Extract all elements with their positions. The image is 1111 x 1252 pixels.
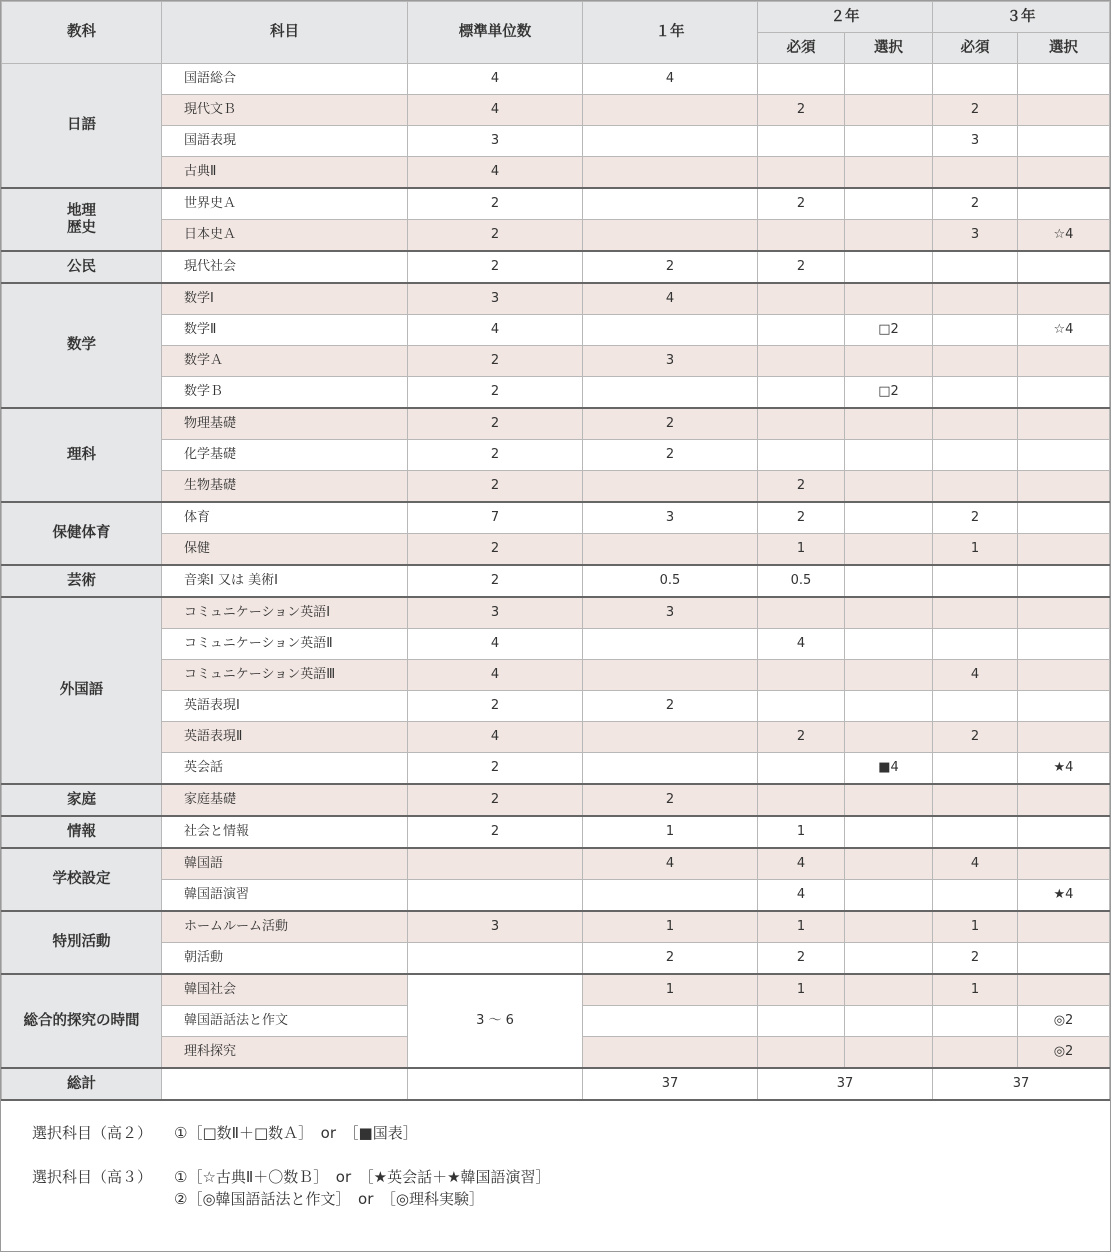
year3-required-cell — [933, 157, 1018, 189]
subject-cell: 化学基礎 — [162, 440, 408, 471]
year2-elective-cell — [845, 1037, 933, 1069]
category-civics: 公民 — [2, 251, 162, 283]
year2-elective-cell: □2 — [845, 377, 933, 409]
curriculum-table — [1, 1, 1110, 1101]
units-cell — [408, 880, 583, 912]
year2-required-cell: 2 — [758, 188, 845, 220]
year1-cell — [583, 880, 758, 912]
total-year1-cell: 37 — [583, 1068, 758, 1100]
category-arts: 芸術 — [2, 565, 162, 597]
year3-required-cell — [933, 440, 1018, 471]
year3-elective-cell: ◎2 — [1018, 1037, 1110, 1069]
year3-required-cell — [933, 1006, 1018, 1037]
year3-elective-cell — [1018, 157, 1110, 189]
year3-required-cell — [933, 64, 1018, 95]
year2-required-cell — [758, 784, 845, 816]
subject-cell: 古典Ⅱ — [162, 157, 408, 189]
year1-cell — [583, 753, 758, 785]
year3-elective-cell — [1018, 943, 1110, 975]
year1-cell: 2 — [583, 784, 758, 816]
units-cell: 2 — [408, 377, 583, 409]
subject-cell: コミュニケーション英語Ⅱ — [162, 629, 408, 660]
subject-cell: 体育 — [162, 502, 408, 534]
year2-elective-cell — [845, 629, 933, 660]
year2-required-cell — [758, 346, 845, 377]
units-cell: 3 — [408, 597, 583, 629]
year2-elective-cell — [845, 157, 933, 189]
header-year3: ３年 — [933, 2, 1110, 33]
category-geography-history: 地理 歴史 — [2, 188, 162, 251]
year3-required-cell — [933, 1037, 1018, 1069]
subject-cell: 国語表現 — [162, 126, 408, 157]
units-cell: 2 — [408, 220, 583, 252]
year2-required-cell — [758, 597, 845, 629]
year3-required-cell — [933, 251, 1018, 283]
units-cell: 3 — [408, 126, 583, 157]
year1-cell: 1 — [583, 974, 758, 1006]
year3-elective-cell: ★4 — [1018, 753, 1110, 785]
subject-cell: 現代社会 — [162, 251, 408, 283]
year3-required-cell — [933, 691, 1018, 722]
year3-elective-cell — [1018, 95, 1110, 126]
subject-cell: 物理基礎 — [162, 408, 408, 440]
grade3-elective-option-1: ①［☆古典Ⅱ＋〇数Ｂ］ or ［★英会話＋★韓国語演習］ — [174, 1168, 551, 1186]
subject-cell: 朝活動 — [162, 943, 408, 975]
year1-cell — [583, 95, 758, 126]
year2-required-cell: 1 — [758, 534, 845, 566]
grade3-elective-option-2: ②［◎韓国語話法と作文］ or ［◎理科実験］ — [174, 1190, 484, 1208]
year2-elective-cell — [845, 722, 933, 753]
year3-elective-cell — [1018, 346, 1110, 377]
year2-required-cell: 2 — [758, 722, 845, 753]
year2-required-cell: 1 — [758, 816, 845, 848]
year3-required-cell: 2 — [933, 722, 1018, 753]
header-units: 標準単位数 — [408, 2, 583, 64]
year1-cell — [583, 220, 758, 252]
year2-required-cell: 4 — [758, 880, 845, 912]
year3-elective-cell — [1018, 188, 1110, 220]
year1-cell — [583, 471, 758, 503]
year1-cell: 2 — [583, 440, 758, 471]
header-year2: ２年 — [758, 2, 933, 33]
year3-elective-cell: ◎2 — [1018, 1006, 1110, 1037]
elective-notes — [32, 1122, 551, 1210]
category-health-pe: 保健体育 — [2, 502, 162, 565]
year2-required-cell: 2 — [758, 95, 845, 126]
year1-cell: 3 — [583, 597, 758, 629]
category-information: 情報 — [2, 816, 162, 848]
year3-required-cell — [933, 565, 1018, 597]
year3-required-cell: 4 — [933, 848, 1018, 880]
year3-elective-cell — [1018, 126, 1110, 157]
units-cell: 2 — [408, 346, 583, 377]
subject-cell: 英会話 — [162, 753, 408, 785]
year2-elective-cell — [845, 534, 933, 566]
year3-required-cell — [933, 880, 1018, 912]
units-cell: 4 — [408, 315, 583, 346]
year3-required-cell — [933, 377, 1018, 409]
year3-required-cell: 2 — [933, 95, 1018, 126]
year1-cell: 4 — [583, 64, 758, 95]
year1-cell: 0.5 — [583, 565, 758, 597]
year2-elective-cell — [845, 188, 933, 220]
year1-cell — [583, 188, 758, 220]
subject-cell: 家庭基礎 — [162, 784, 408, 816]
subject-cell: 韓国社会 — [162, 974, 408, 1006]
units-cell: 7 — [408, 502, 583, 534]
year2-required-cell — [758, 315, 845, 346]
year3-required-cell: 4 — [933, 660, 1018, 691]
units-cell: 2 — [408, 188, 583, 220]
units-cell: 4 — [408, 95, 583, 126]
year1-cell — [583, 157, 758, 189]
year3-elective-cell — [1018, 377, 1110, 409]
year2-elective-cell — [845, 1006, 933, 1037]
year3-required-cell — [933, 408, 1018, 440]
grade3-elective-note — [32, 1166, 551, 1210]
year2-elective-cell — [845, 911, 933, 943]
year2-elective-cell — [845, 816, 933, 848]
year2-required-cell: 2 — [758, 471, 845, 503]
year3-required-cell — [933, 471, 1018, 503]
units-cell: 2 — [408, 534, 583, 566]
year2-elective-cell — [845, 848, 933, 880]
total-year2-cell: 37 — [758, 1068, 933, 1100]
units-cell: 4 — [408, 157, 583, 189]
year3-elective-cell — [1018, 974, 1110, 1006]
year2-elective-cell — [845, 346, 933, 377]
units-cell: 3 — [408, 283, 583, 315]
year3-elective-cell — [1018, 629, 1110, 660]
units-cell: 2 — [408, 784, 583, 816]
units-cell: 4 — [408, 64, 583, 95]
year2-elective-cell — [845, 974, 933, 1006]
units-cell: 4 — [408, 660, 583, 691]
units-cell: 4 — [408, 722, 583, 753]
year3-elective-cell — [1018, 440, 1110, 471]
year3-required-cell — [933, 315, 1018, 346]
year1-cell — [583, 315, 758, 346]
subject-cell: 韓国語話法と作文 — [162, 1006, 408, 1037]
units-cell: 2 — [408, 440, 583, 471]
year2-elective-cell — [845, 565, 933, 597]
year2-required-cell — [758, 691, 845, 722]
subject-cell: 数学Ａ — [162, 346, 408, 377]
grade2-elective-note — [32, 1122, 551, 1144]
total-units-cell — [408, 1068, 583, 1100]
year1-cell — [583, 126, 758, 157]
year1-cell — [583, 377, 758, 409]
year2-elective-cell: □2 — [845, 315, 933, 346]
year3-elective-cell — [1018, 816, 1110, 848]
header-year2-elective: 選択 — [845, 33, 933, 64]
year3-elective-cell — [1018, 565, 1110, 597]
units-cell — [408, 943, 583, 975]
year3-required-cell: 1 — [933, 911, 1018, 943]
year2-required-cell: 2 — [758, 502, 845, 534]
year3-elective-cell — [1018, 848, 1110, 880]
year2-elective-cell — [845, 126, 933, 157]
year2-required-cell — [758, 64, 845, 95]
year2-elective-cell — [845, 880, 933, 912]
header-kyoka: 教科 — [2, 2, 162, 64]
header-year3-required: 必須 — [933, 33, 1018, 64]
subject-cell: コミュニケーション英語Ⅰ — [162, 597, 408, 629]
year3-elective-cell — [1018, 408, 1110, 440]
grade3-elective-label: 選択科目（高３） — [32, 1168, 153, 1186]
grade2-elective-label: 選択科目（高２） — [32, 1124, 153, 1142]
year2-required-cell: 2 — [758, 943, 845, 975]
year3-required-cell — [933, 283, 1018, 315]
category-total: 総計 — [2, 1068, 162, 1100]
year3-required-cell — [933, 597, 1018, 629]
year1-cell: 3 — [583, 502, 758, 534]
year3-required-cell: 2 — [933, 502, 1018, 534]
year3-elective-cell: ☆4 — [1018, 220, 1110, 252]
year2-elective-cell — [845, 691, 933, 722]
year3-required-cell — [933, 753, 1018, 785]
year1-cell — [583, 1006, 758, 1037]
year2-required-cell — [758, 220, 845, 252]
units-cell: 2 — [408, 251, 583, 283]
year2-required-cell — [758, 157, 845, 189]
year1-cell: 2 — [583, 691, 758, 722]
units-cell: 4 — [408, 629, 583, 660]
subject-cell: 理科探究 — [162, 1037, 408, 1069]
subject-cell: 数学Ⅱ — [162, 315, 408, 346]
header-year2-required: 必須 — [758, 33, 845, 64]
year2-elective-cell — [845, 408, 933, 440]
year3-elective-cell — [1018, 534, 1110, 566]
year2-required-cell — [758, 440, 845, 471]
category-science: 理科 — [2, 408, 162, 502]
year3-elective-cell — [1018, 784, 1110, 816]
subject-cell: 国語総合 — [162, 64, 408, 95]
subject-cell: 韓国語演習 — [162, 880, 408, 912]
year2-elective-cell — [845, 943, 933, 975]
year1-cell: 4 — [583, 283, 758, 315]
year3-required-cell: 3 — [933, 126, 1018, 157]
year2-elective-cell — [845, 660, 933, 691]
year2-elective-cell — [845, 784, 933, 816]
units-cell: 3 ～ 6 — [408, 974, 583, 1068]
header-year1: １年 — [583, 2, 758, 64]
units-cell: 3 — [408, 911, 583, 943]
year3-elective-cell: ☆4 — [1018, 315, 1110, 346]
units-cell: 2 — [408, 408, 583, 440]
year2-required-cell — [758, 377, 845, 409]
category-special-activities: 特別活動 — [2, 911, 162, 974]
year2-required-cell: 4 — [758, 848, 845, 880]
year1-cell: 2 — [583, 251, 758, 283]
subject-cell: 現代文Ｂ — [162, 95, 408, 126]
year2-elective-cell — [845, 502, 933, 534]
year2-required-cell — [758, 753, 845, 785]
category-foreign-language: 外国語 — [2, 597, 162, 784]
year2-elective-cell — [845, 95, 933, 126]
year2-required-cell: 1 — [758, 911, 845, 943]
year1-cell — [583, 722, 758, 753]
year3-required-cell — [933, 346, 1018, 377]
units-cell — [408, 848, 583, 880]
year2-required-cell — [758, 408, 845, 440]
subject-cell: 数学Ｂ — [162, 377, 408, 409]
subject-cell: コミュニケーション英語Ⅲ — [162, 660, 408, 691]
year3-elective-cell — [1018, 283, 1110, 315]
year3-elective-cell — [1018, 691, 1110, 722]
year1-cell: 4 — [583, 848, 758, 880]
year2-required-cell — [758, 1006, 845, 1037]
units-cell: 2 — [408, 471, 583, 503]
year2-elective-cell — [845, 283, 933, 315]
year3-required-cell — [933, 816, 1018, 848]
year3-elective-cell — [1018, 660, 1110, 691]
year2-required-cell: 4 — [758, 629, 845, 660]
year3-required-cell — [933, 629, 1018, 660]
category-school-specific: 学校設定 — [2, 848, 162, 911]
subject-cell: 韓国語 — [162, 848, 408, 880]
subject-cell: 保健 — [162, 534, 408, 566]
header-kamoku: 科目 — [162, 2, 408, 64]
year2-elective-cell — [845, 471, 933, 503]
subject-cell: 社会と情報 — [162, 816, 408, 848]
year3-elective-cell — [1018, 251, 1110, 283]
year3-elective-cell — [1018, 502, 1110, 534]
units-cell: 2 — [408, 565, 583, 597]
year3-required-cell: 1 — [933, 974, 1018, 1006]
year2-required-cell: 2 — [758, 251, 845, 283]
year3-required-cell — [933, 784, 1018, 816]
year1-cell: 3 — [583, 346, 758, 377]
category-japanese: 日語 — [2, 64, 162, 189]
year1-cell: 2 — [583, 943, 758, 975]
year2-required-cell — [758, 283, 845, 315]
total-subject-cell — [162, 1068, 408, 1100]
year1-cell — [583, 534, 758, 566]
year1-cell — [583, 660, 758, 691]
year3-elective-cell — [1018, 911, 1110, 943]
subject-cell: 世界史Ａ — [162, 188, 408, 220]
year3-elective-cell — [1018, 471, 1110, 503]
year2-required-cell — [758, 126, 845, 157]
year2-elective-cell — [845, 64, 933, 95]
year3-elective-cell — [1018, 597, 1110, 629]
year1-cell: 1 — [583, 816, 758, 848]
year2-elective-cell — [845, 440, 933, 471]
units-cell: 2 — [408, 816, 583, 848]
category-home-economics: 家庭 — [2, 784, 162, 816]
year2-required-cell: 1 — [758, 974, 845, 1006]
year1-cell — [583, 1037, 758, 1069]
year2-elective-cell — [845, 251, 933, 283]
year2-required-cell — [758, 1037, 845, 1069]
subject-cell: 英語表現Ⅱ — [162, 722, 408, 753]
year2-elective-cell — [845, 220, 933, 252]
header-year3-elective: 選択 — [1018, 33, 1110, 64]
units-cell: 2 — [408, 753, 583, 785]
total-year3-cell: 37 — [933, 1068, 1110, 1100]
year3-elective-cell: ★4 — [1018, 880, 1110, 912]
subject-cell: 数学Ⅰ — [162, 283, 408, 315]
year1-cell — [583, 629, 758, 660]
subject-cell: ホームルーム活動 — [162, 911, 408, 943]
subject-cell: 生物基礎 — [162, 471, 408, 503]
year2-required-cell — [758, 660, 845, 691]
year3-required-cell: 2 — [933, 188, 1018, 220]
year3-required-cell: 3 — [933, 220, 1018, 252]
year1-cell: 2 — [583, 408, 758, 440]
year2-required-cell: 0.5 — [758, 565, 845, 597]
year2-elective-cell: ■4 — [845, 753, 933, 785]
grade2-elective-option-1: ①［□数Ⅱ＋□数Ａ］ or ［■国表］ — [174, 1124, 418, 1142]
year3-elective-cell — [1018, 64, 1110, 95]
units-cell: 2 — [408, 691, 583, 722]
year1-cell: 1 — [583, 911, 758, 943]
year3-elective-cell — [1018, 722, 1110, 753]
subject-cell: 英語表現Ⅰ — [162, 691, 408, 722]
year3-required-cell: 1 — [933, 534, 1018, 566]
subject-cell: 音楽Ⅰ 又は 美術Ⅰ — [162, 565, 408, 597]
year2-elective-cell — [845, 597, 933, 629]
category-integrated-inquiry: 総合的探究の時間 — [2, 974, 162, 1068]
subject-cell: 日本史Ａ — [162, 220, 408, 252]
category-math: 数学 — [2, 283, 162, 408]
year3-required-cell: 2 — [933, 943, 1018, 975]
